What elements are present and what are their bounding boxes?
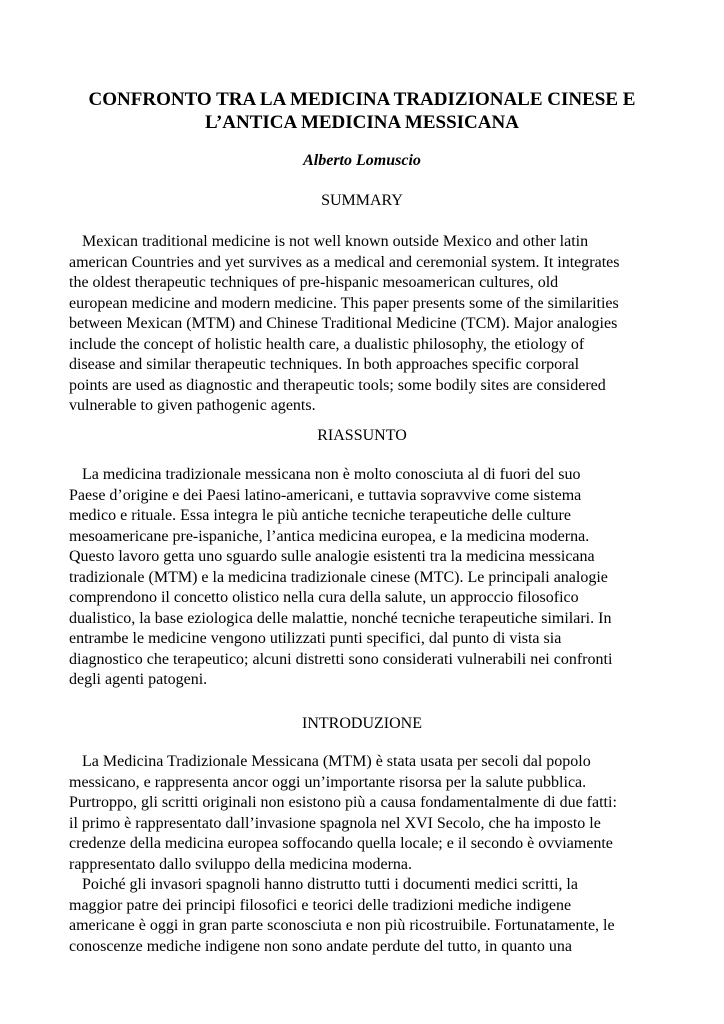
riassunto-line: dualistico, la base eziologica delle malattie, nonché tecniche terapeutiche similari. In [69,609,612,627]
introduzione-line: messicano, e rappresenta ancor oggi un’importante risorsa per la salute pubblica. [69,773,587,791]
riassunto-paragraph [69,465,659,691]
introduzione-line: maggior patre dei principi filosofici e teorici delle tradizioni mediche indigene [69,896,572,914]
author-name: Alberto Lomuscio [303,152,421,169]
introduzione-line: conoscenze mediche indigene non sono andate perdute del tutto, in quanto una [69,937,572,955]
summary-line: disease and similar therapeutic techniques. In both approaches specific corporal [69,356,580,373]
introduzione-line: Poiché gli invasori spagnoli hanno distrutto tutti i documenti medici scritti, la [82,876,578,893]
riassunto-line: entrambe le medicine vengono utilizzati punti specifici, dal punto di vista sia [69,630,562,647]
riassunto-line: diagnostico che terapeutico; alcuni distretti sono considerati vulnerabili nei confronti [69,650,613,668]
summary-line: american Countries and yet survives as a medical and ceremonial system. It integrates [69,253,620,271]
riassunto-heading: RIASSUNTO [317,427,407,444]
summary-line: vulnerable to given pathogenic agents. [69,397,316,414]
riassunto-line: Paese d’origine e dei Paesi latino-americani, e tuttavia sopravvive come sistema [69,486,582,504]
introduzione-line: rappresentato dallo sviluppo della medicina moderna. [69,855,412,873]
summary-heading: SUMMARY [321,192,403,209]
riassunto-line: La medicina tradizionale messicana non è molto conosciuta al di fuori del suo [82,466,581,483]
summary-line: european medicine and modern medicine. This paper presents some of the similarities [69,294,619,312]
summary-paragraph [69,232,659,417]
summary-line: points are used as diagnostic and therapeutic tools; some bodily sites are considered [69,376,606,394]
introduzione-line: credenze della medicina europea soffocando quella locale; e il secondo è ovviamente [69,835,613,852]
title-line: CONFRONTO TRA LA MEDICINA TRADIZIONALE CINESE E [88,89,636,110]
title-line: L’ANTICA MEDICINA MESSICANA [205,112,519,133]
riassunto-line: tradizionale (MTM) e la medicina tradizionale cinese (MTC). Le principali analogie [69,568,608,586]
summary-line: between Mexican (MTM) and Chinese Traditional Medicine (TCM). Major analogies [69,315,618,332]
introduzione-line: americane è oggi in gran parte sconosciuta e non più ricostruibile. Fortunatamente, le [69,917,615,934]
summary-line: Mexican traditional medicine is not well known outside Mexico and other latin [82,233,589,250]
riassunto-line: medico e rituale. Essa integra le più antiche tecniche terapeutiche delle culture [69,507,571,524]
riassunto-line: comprendono il concetto olistico nella cura della salute, un approccio filosofico [69,589,579,606]
introduzione-paragraph-2 [69,875,659,957]
summary-line: the oldest therapeutic techniques of pre-hispanic mesoamerican cultures, old [69,274,559,291]
introduzione-heading: INTRODUZIONE [302,715,422,732]
introduzione-line: La Medicina Tradizionale Messicana (MTM) è stata usata per secoli dal popolo [82,753,591,770]
introduzione-line: Purtroppo, gli scritti originali non esistono più a causa fondamentalmente di due fatti: [69,794,617,811]
riassunto-line: degli agenti patogeni. [69,671,208,688]
paper-title [40,88,684,134]
introduzione-line: il primo è rappresentato dall’invasione spagnola nel XVI Secolo, che ha imposto le [69,814,601,832]
summary-line: include the concept of holistic health care, a dualistic philosophy, the etiology of [69,335,585,353]
introduzione-paragraph-1 [69,752,659,875]
riassunto-line: Questo lavoro getta uno sguardo sulle analogie esistenti tra la medicina messicana [69,548,595,565]
riassunto-line: mesoamericane pre-ispaniche, l’antica medicina europea, e la medicina moderna. [69,527,590,545]
